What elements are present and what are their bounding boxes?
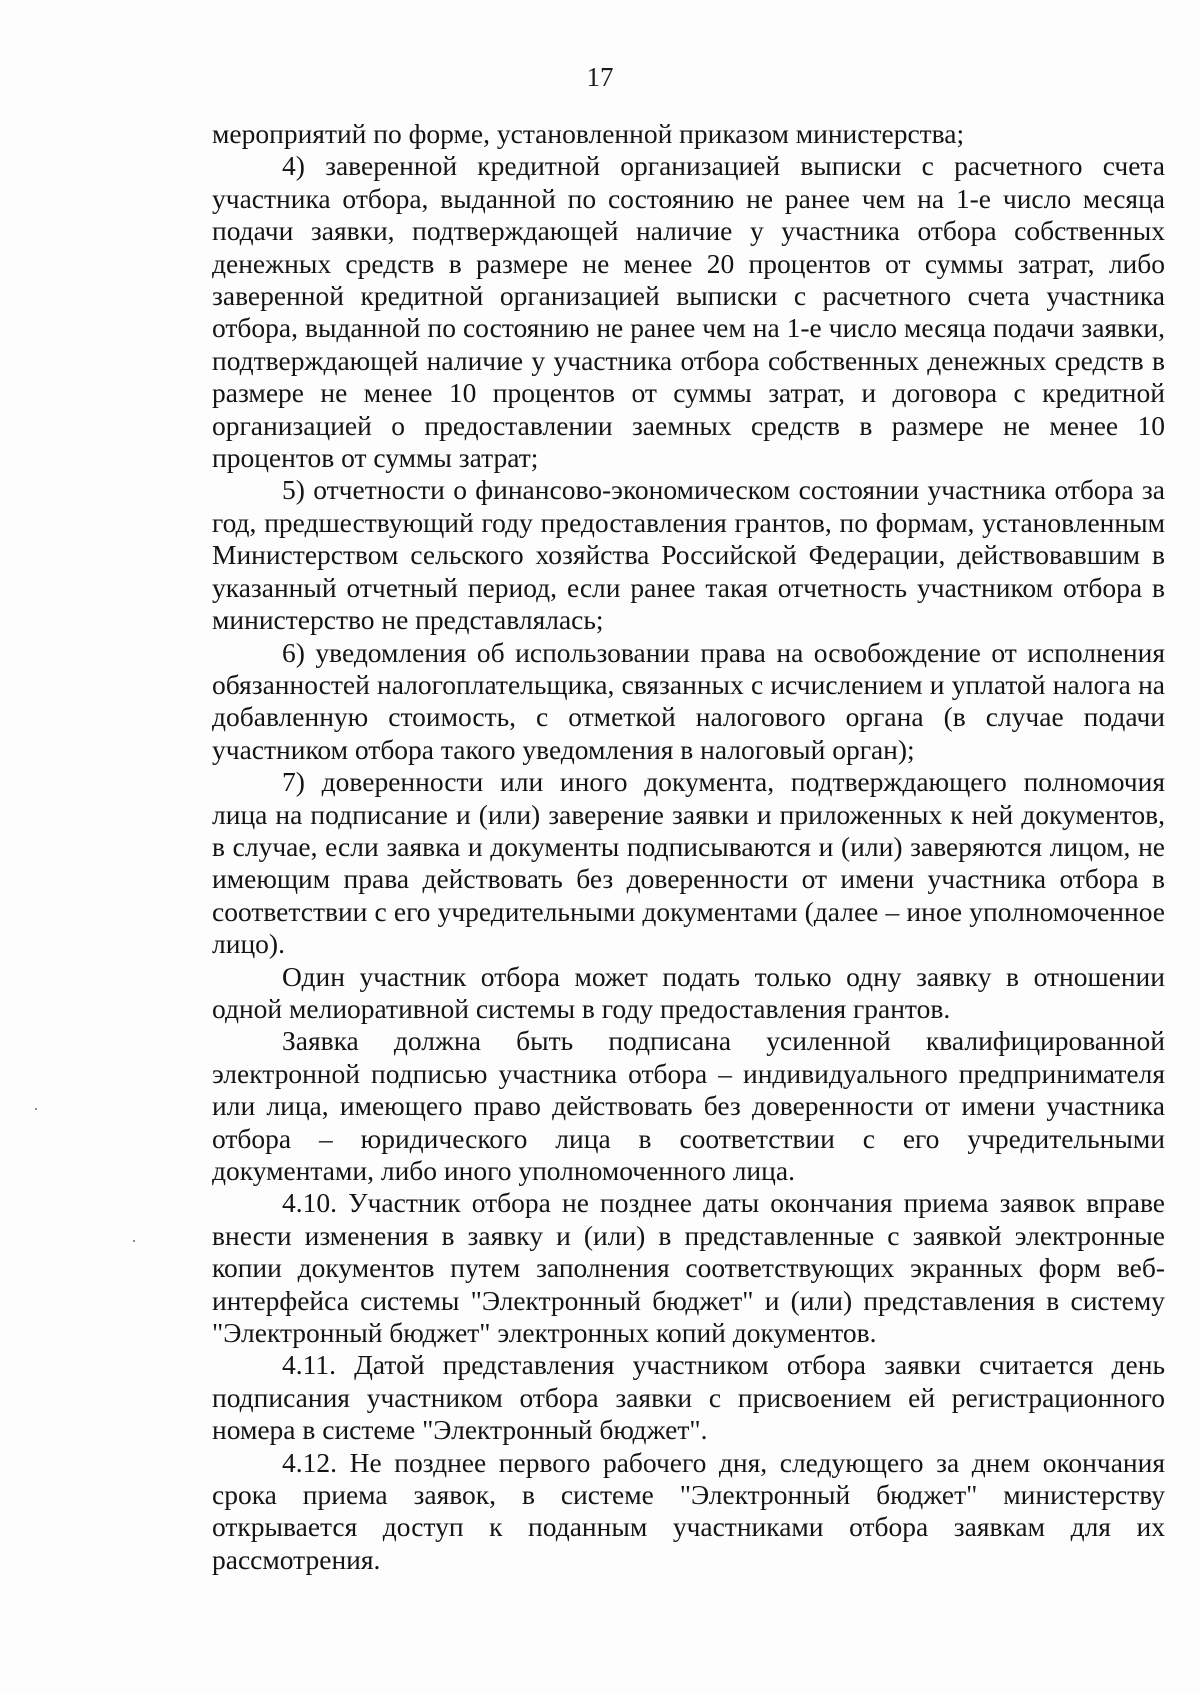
paragraph-continuation: мероприятий по форме, установленной приказом министерства; <box>212 118 965 149</box>
paragraph-item-5: 5) отчетности о финансово-экономическом состоянии участника отбора за год, предшествующий году предоставления грантов, по формам, установленным Министерством сельского хозяйства Российской Федерации, действовавшим в указанный отчетный период, если ранее такая отчетность участником отбора в министерство не представлялась; <box>212 474 1165 636</box>
page-number: 17 <box>586 62 614 92</box>
paragraph-section-4-10: 4.10. Участник отбора не позднее даты окончания приема заявок вправе внести изменения в заявку и (или) в представленные с заявкой электронные копии документов путем заполнения соответствующих экранных форм веб-интерфейса системы "Электронный бюджет" и (или) представления в систему "Электронный бюджет" электронных копий документов. <box>212 1187 1165 1349</box>
paragraph-one-application: Один участник отбора может подать только одну заявку в отношении одной мелиоративной системы в году предоставления грантов. <box>212 960 1165 1024</box>
paragraph-section-4-11: 4.11. Датой представления участником отбора заявки считается день подписания участником отбора заявки с присвоением ей регистрационного номера в системе "Электронный бюджет". <box>212 1349 1165 1446</box>
paragraph-item-4: 4) заверенной кредитной организацией выписки с расчетного счета участника отбора, выданной по состоянию не ранее чем на 1-е число месяца подачи заявки, подтверждающей наличие у участника отбора собственных денежных средств в размере не менее 20 процентов от суммы затрат, либо заверенной кредитной организацией выписки с расчетного счета участника отбора, выданной по состоянию не ранее чем на 1-е число месяца подачи заявки, подтверждающей наличие у участника отбора собственных денежных средств в размере не менее 10 процентов от суммы затрат, и договора с кредитной организацией о предоставлении заемных средств в размере не менее 10 процентов от суммы затрат; <box>212 150 1165 474</box>
document-body <box>212 118 1165 1576</box>
paragraph-item-6: 6) уведомления об использовании права на освобождение от исполнения обязанностей налогоплательщика, связанных с исчислением и уплатой налога на добавленную стоимость, с отметкой налогового органа (в случае подачи участником отбора такого уведомления в налоговый орган); <box>212 636 1165 765</box>
scan-speck <box>35 1108 37 1110</box>
paragraph-signature: Заявка должна быть подписана усиленной квалифицированной электронной подписью участника отбора – индивидуального предпринимателя или лица, имеющего право действовать без доверенности от имени участника отбора – юридического лица в соответствии с его учредительными документами, либо иного уполномоченного лица. <box>212 1025 1165 1186</box>
paragraph-section-4-12: 4.12. Не позднее первого рабочего дня, следующего за днем окончания срока приема заявок, в системе "Электронный бюджет" министерству открывается доступ к поданным участниками отбора заявкам для их рассмотрения. <box>212 1446 1165 1575</box>
scan-speck <box>133 1240 135 1242</box>
paragraph-item-7: 7) доверенности или иного документа, подтверждающего полномочия лица на подписание и (или) заверение заявки и приложенных к ней документов, в случае, если заявка и документы подписываются и (или) заверяются лицом, не имеющим права действовать без доверенности от имени участника отбора в соответствии с его учредительными документами (далее – иное уполномоченное лицо). <box>212 766 1165 960</box>
